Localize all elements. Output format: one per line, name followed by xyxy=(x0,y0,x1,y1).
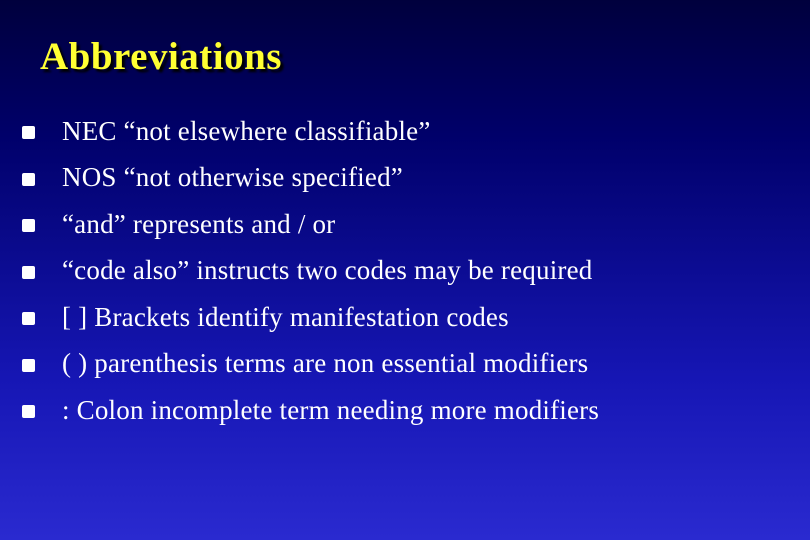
bullet-text: NEC “not elsewhere classifiable” xyxy=(62,115,431,146)
bullet-text: [ ] Brackets identify manifestation codes xyxy=(62,301,509,332)
bullet-item-and xyxy=(22,201,599,248)
bullet-text: “code also” instructs two codes may be required xyxy=(62,255,593,286)
bullet-item-colon xyxy=(22,387,599,434)
square-bullet-icon xyxy=(22,405,35,418)
bullet-item-brackets xyxy=(22,294,599,341)
square-bullet-icon xyxy=(22,312,35,325)
square-bullet-icon xyxy=(22,266,35,279)
slide-title: Abbreviations xyxy=(40,35,282,78)
bullet-text: NOS “not otherwise specified” xyxy=(62,162,403,193)
square-bullet-icon xyxy=(22,173,35,186)
bullet-text: ( ) parenthesis terms are non essential modifiers xyxy=(62,348,589,379)
bullet-item-code-also xyxy=(22,248,599,295)
bullet-item-parenthesis xyxy=(22,341,599,388)
bullet-item-nos xyxy=(22,155,599,202)
square-bullet-icon xyxy=(22,126,35,139)
bullet-text: “and” represents and / or xyxy=(62,208,336,239)
bullet-text: : Colon incomplete term needing more modifiers xyxy=(62,394,600,425)
bullet-list xyxy=(22,108,599,434)
square-bullet-icon xyxy=(22,359,35,372)
square-bullet-icon xyxy=(22,219,35,232)
bullet-item-nec xyxy=(22,108,599,155)
